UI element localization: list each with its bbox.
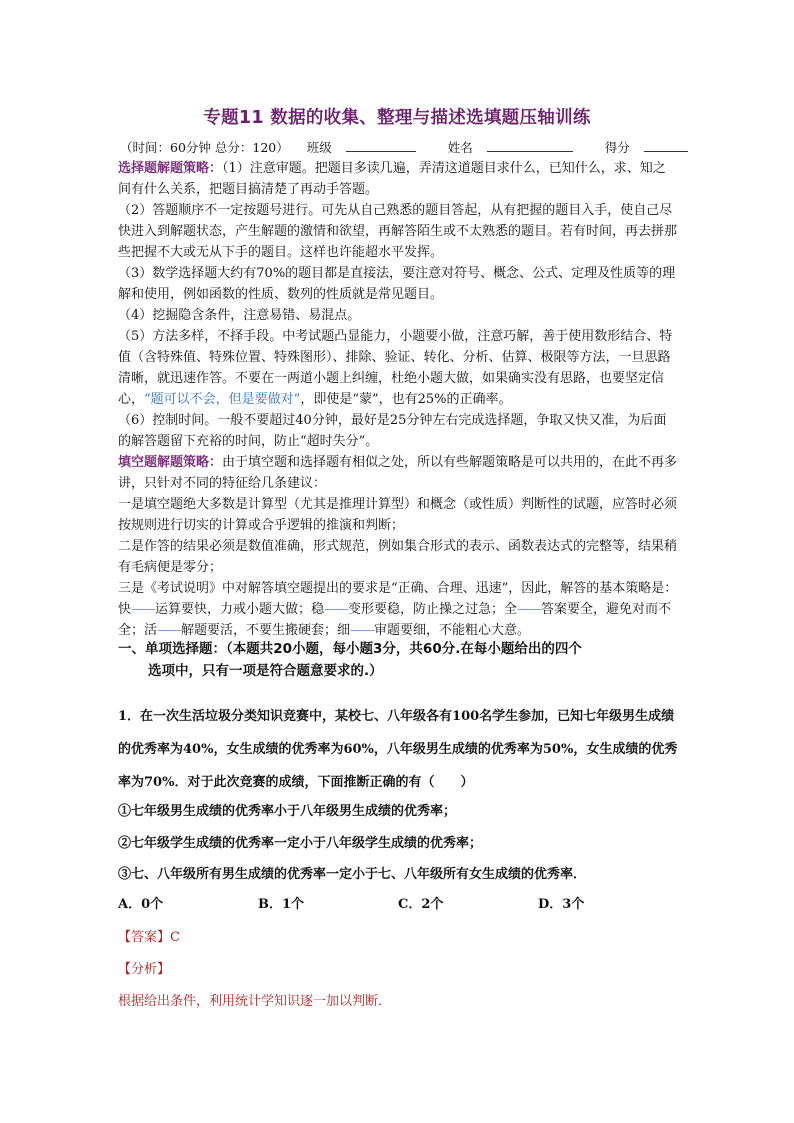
strategy-section [118,158,678,641]
name-field: 姓名 [448,140,587,155]
fill-strategy-p2: 一是填空题绝大多数是计算型（尤其是推理计算型）和概念（或性质）判断性的试题，应答时必须按规则进行切实的计算或合乎逻辑的推演和判断； [118,497,678,533]
choice-c: C．2个 [398,897,444,912]
time-info: （时间：60分钟 总分：120） [120,140,289,155]
dash-mark: —— [350,623,375,638]
choice-d: D．3个 [538,897,585,912]
choice-strategy-p6: （6）控制时间。一般不要超过40分钟，最好是25分钟左右完成选择题，争取又快又准，为后面的解答题留下充裕的时间，防止“超时失分”。 [118,413,667,449]
section-line-2: 选项中，只有一项是符合题意要求的.） [148,663,383,679]
question-1-stem: 1．在一次生活垃圾分类知识竞赛中，某校七、八年级各有100名学生参加，已知七年级男生成绩的优秀率为40%，女生成绩的优秀率为60%，八年级男生成绩的优秀率为50%，女生成绩的优秀率为70%．对于此次竞赛的成绩，下面推断正确的有（ ） [118,709,678,790]
score-field: 得分 [605,140,702,155]
choice-strategy-p4: （4）挖掘隐含条件，注意易错、易混点。 [118,308,361,323]
dash-mark: —— [131,602,156,617]
highlight-quote: “题可以不会，但是要做对” [144,392,301,407]
analysis-text: 根据给出条件，利用统计学知识逐一加以判断． [118,994,392,1009]
answer-choices [118,893,618,912]
class-field: 班级 [307,140,430,155]
dash-mark: —— [324,602,349,617]
choice-b: B．1个 [258,897,305,912]
fill-strategy-label: 填空题解题策略： [118,455,223,470]
page-title: 专题11 数据的收集、整理与描述选填题压轴训练 [203,108,591,128]
class-blank [346,139,416,152]
dash-mark: —— [157,623,182,638]
statement-2: ②七年级学生成绩的优秀率一定小于八年级学生成绩的优秀率； [118,836,483,851]
fill-strategy-p4: 三是《考试说明》中对解答填空题提出的要求是“正确、合理、迅速”，因此，解答的基本策略是：快——运算要快，力戒小题大做；稳——变形要稳，防止操之过急；全——答案要全，避免对而不全；活——解题要活，不要生搬硬套；细——审题要细，不能粗心大意。 [118,581,678,638]
dash-mark: —— [517,602,542,617]
name-blank [487,139,573,152]
analysis-label: 【分析】 [118,962,171,977]
section-line-1: 一、单项选择题：（本题共20小题，每小题3分，共60分.在每小题给出的四个 [118,641,582,657]
choice-strategy-p5: （5）方法多样，不择手段。中考试题凸显能力，小题要小做，注意巧解，善于使用数形结合、特值（含特殊值、特殊位置、特殊图形）、排除、验证、转化、分析、估算、极限等方法，一旦思路清晰，就迅速作答。不要在一两道小题上纠缠，杜绝小题大做，如果确实没有思路，也要坚定信心，“题可以不会，但是要做对”，即使是“蒙”，也有25%的正确率。 [118,329,673,407]
choice-strategy-p2: （2）答题顺序不一定按题号进行。可先从自己熟悉的题目答起，从有把握的题目入手，使自己尽快进入到解题状态，产生解题的激情和欲望，再解答陌生或不太熟悉的题目。若有时间，再去拼那些把握不大或无从下手的题目。这样也许能超水平发挥。 [118,203,678,260]
choice-strategy-p3: （3）数学选择题大约有70%的题目都是直接法，要注意对符号、概念、公式、定理及性质等的理解和使用，例如函数的性质、数列的性质就是常见题目。 [118,266,676,302]
fill-strategy-p1: 填空题解题策略：由于填空题和选择题有相似之处，所以有些解题策略是可以共用的，在此不再多讲，只针对不同的特征给几条建议： [118,455,678,491]
statement-3: ③七、八年级所有男生成绩的优秀率一定小于七、八年级所有女生成绩的优秀率． [118,867,587,882]
choice-strategy-p1: 选择题解题策略：（1）注意审题。把题目多读几遍，弄清这道题目求什么，已知什么，求、知之间有什么关系，把题目搞清楚了再动手答题。 [118,161,666,197]
exam-meta [120,138,716,156]
answer: 【答案】C [118,930,180,945]
choice-a: A．0个 [118,897,164,912]
score-blank [644,139,688,152]
section-heading [118,638,683,682]
fill-strategy-p3: 二是作答的结果必须是数值准确，形式规范，例如集合形式的表示、函数表达式的完整等，结果稍有毛病便是零分； [118,539,678,575]
choice-strategy-label: 选择题解题策略： [118,161,223,176]
statement-1: ①七年级男生成绩的优秀率小于八年级男生成绩的优秀率； [118,804,457,819]
